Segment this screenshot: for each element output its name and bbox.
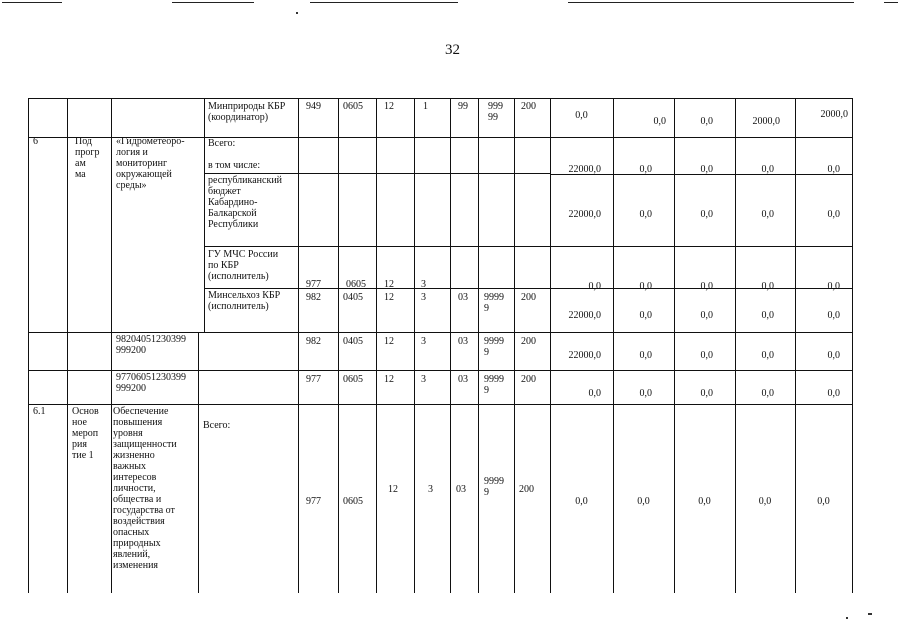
row-3-value: 0,0 xyxy=(761,209,774,220)
row-6-code: 200 xyxy=(521,336,536,347)
row-8-code: 12 xyxy=(388,484,398,495)
row-2-value: 0,0 xyxy=(639,164,652,175)
row-4-code: 0605 xyxy=(346,279,366,290)
row-4-description: ГУ МЧС России по КБР (исполнитель) xyxy=(208,249,279,282)
row-2-value: 0,0 xyxy=(761,164,774,175)
row-5-value: 0,0 xyxy=(700,310,713,321)
row-number: 6 xyxy=(33,136,38,147)
row-8-value: 0,0 xyxy=(698,496,711,507)
row-1-code: 999 99 xyxy=(488,101,503,123)
row-5-value: 0,0 xyxy=(639,310,652,321)
row-8-code: 0605 xyxy=(343,496,363,507)
row-4-value: 0,0 xyxy=(588,281,601,292)
row-2-value: 0,0 xyxy=(700,164,713,175)
row-6-code: 982 xyxy=(306,336,321,347)
row-7-value: 0,0 xyxy=(588,388,601,399)
row-name: «Гидрометеоро- логия и мониторинг окружающей среды» xyxy=(116,136,185,191)
scan-speck xyxy=(296,12,298,14)
row-7-value: 0,0 xyxy=(639,388,652,399)
row-7-code: 0605 xyxy=(343,374,363,385)
row-7-code: 9999 9 xyxy=(484,374,504,396)
row-5-code: 9999 9 xyxy=(484,292,504,314)
page-number: 32 xyxy=(445,42,460,58)
row-6-value: 0,0 xyxy=(700,350,713,361)
row-7-code: 03 xyxy=(458,374,468,385)
row-1-code: 12 xyxy=(384,101,394,112)
row-8-description: Всего: xyxy=(203,420,231,431)
row-8-code: 9999 9 xyxy=(484,476,504,498)
row-4-code: 977 xyxy=(306,279,321,290)
row-3-value: 0,0 xyxy=(639,209,652,220)
scan-rule xyxy=(172,2,254,3)
row-1-description: Минприроды КБР (координатор) xyxy=(208,101,286,123)
row-7-value: 0,0 xyxy=(827,388,840,399)
row-7-code: 200 xyxy=(521,374,536,385)
row-8-code: 977 xyxy=(306,496,321,507)
row-8-code: 200 xyxy=(519,484,534,495)
row-6-value: 0,0 xyxy=(761,350,774,361)
scan-rule xyxy=(568,2,854,3)
row-1-code: 0605 xyxy=(343,101,363,112)
row-5-value: 0,0 xyxy=(827,310,840,321)
row-5-code: 0405 xyxy=(343,292,363,303)
row-7-code-name: 97706051230399 999200 xyxy=(116,372,186,394)
row-8-code: 3 xyxy=(428,484,433,495)
row-1-value: 2000,0 xyxy=(820,109,848,120)
row-1-code: 200 xyxy=(521,101,536,112)
row-1-value: 0,0 xyxy=(575,110,588,121)
row-5-value: 0,0 xyxy=(761,310,774,321)
scan-rule xyxy=(310,2,458,3)
row-6-code: 3 xyxy=(421,336,426,347)
row-4-value: 0,0 xyxy=(761,281,774,292)
row-1-code: 949 xyxy=(306,101,321,112)
row-6-value: 22000,0 xyxy=(568,350,601,361)
row-name: Обеспечение повышения уровня защищенности жизненно важных интересов личности, общества и государства от воздействия опасных природных явлений, изменения xyxy=(113,406,177,571)
row-7-code: 3 xyxy=(421,374,426,385)
row-5-description: Минсельхоз КБР (исполнитель) xyxy=(208,290,281,312)
scan-speck xyxy=(846,617,848,619)
row-5-code: 200 xyxy=(521,292,536,303)
row-4-code: 12 xyxy=(384,279,394,290)
row-6-code: 9999 9 xyxy=(484,336,504,358)
row-1-value: 2000,0 xyxy=(752,116,780,127)
row-3-value: 22000,0 xyxy=(568,209,601,220)
row-8-value: 0,0 xyxy=(637,496,650,507)
row-4-value: 0,0 xyxy=(639,281,652,292)
row-7-value: 0,0 xyxy=(700,388,713,399)
row-7-code: 12 xyxy=(384,374,394,385)
row-5-code: 3 xyxy=(421,292,426,303)
row-5-code: 982 xyxy=(306,292,321,303)
row-6-value: 0,0 xyxy=(827,350,840,361)
row-2-description: Всего: в том числе: xyxy=(208,138,261,171)
row-4-value: 0,0 xyxy=(700,281,713,292)
row-2-value: 0,0 xyxy=(827,164,840,175)
row-3-description: республиканский бюджет Кабардино- Балкарской Республики xyxy=(208,175,283,230)
row-6-code: 12 xyxy=(384,336,394,347)
row-4-value: 0,0 xyxy=(827,281,840,292)
row-type: Под прогр ам ма xyxy=(75,136,100,180)
row-6-code-name: 98204051230399 999200 xyxy=(116,334,186,356)
scan-rule xyxy=(884,2,898,3)
row-number: 6.1 xyxy=(33,406,46,417)
row-1-value: 0,0 xyxy=(700,116,713,127)
row-2-value: 22000,0 xyxy=(568,164,601,175)
row-6-code: 0405 xyxy=(343,336,363,347)
row-5-code: 12 xyxy=(384,292,394,303)
row-5-code: 03 xyxy=(458,292,468,303)
row-3-value: 0,0 xyxy=(827,209,840,220)
row-8-value: 0,0 xyxy=(758,496,772,507)
row-8-value: 0,0 xyxy=(575,496,588,507)
row-1-code: 99 xyxy=(458,101,468,112)
scan-speck xyxy=(868,613,872,615)
row-1-value: 0,0 xyxy=(653,116,666,127)
row-type: Основ ное мероп рия тие 1 xyxy=(72,406,99,461)
row-8-code: 03 xyxy=(456,484,466,495)
row-8-value: 0,0 xyxy=(817,496,830,507)
scan-rule xyxy=(2,2,62,3)
row-4-code: 3 xyxy=(421,279,426,290)
row-7-value: 0,0 xyxy=(761,388,774,399)
row-1-code: 1 xyxy=(423,101,428,112)
row-6-code: 03 xyxy=(458,336,468,347)
row-7-code: 977 xyxy=(306,374,321,385)
row-3-value: 0,0 xyxy=(700,209,713,220)
row-5-value: 22000,0 xyxy=(568,310,601,321)
row-6-value: 0,0 xyxy=(639,350,652,361)
